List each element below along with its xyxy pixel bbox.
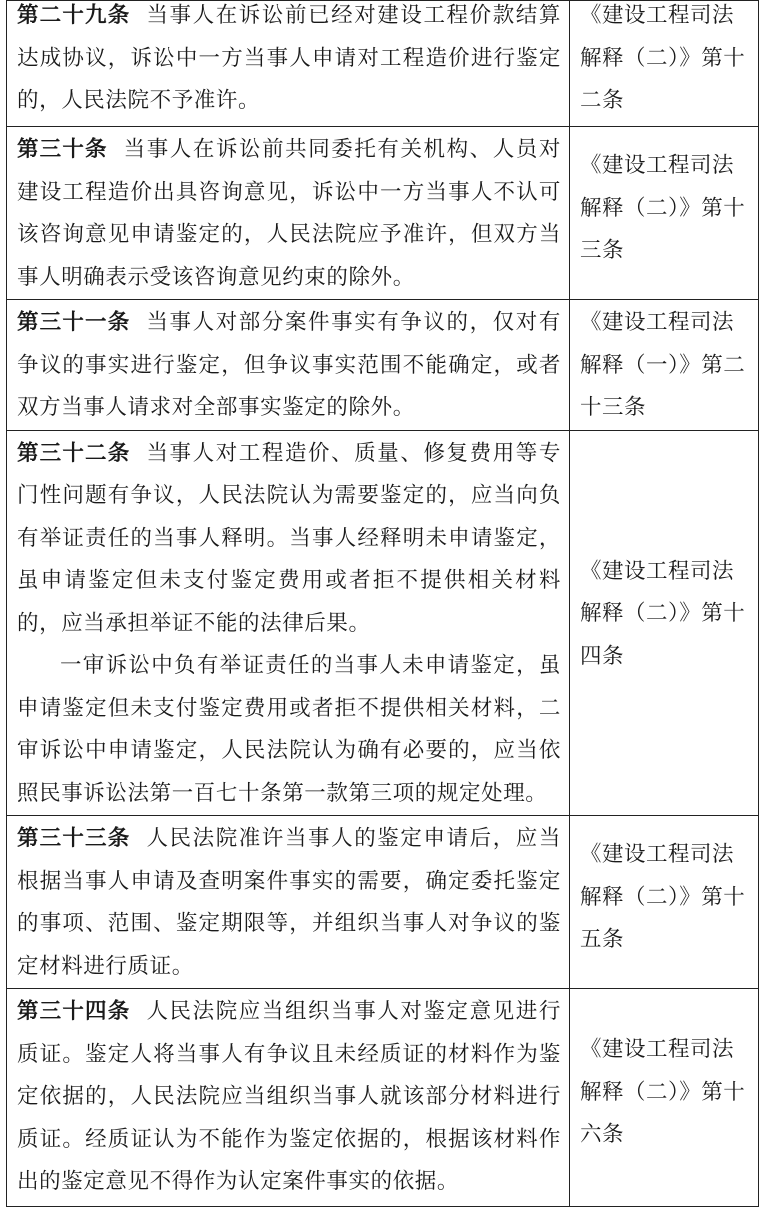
article-number: 第三十条 [17, 137, 108, 162]
source-reference: 《建设工程司法解释（二）》第十三条 [580, 153, 746, 263]
source-cell [570, 430, 759, 816]
source-cell [570, 989, 759, 1207]
table-row [7, 816, 759, 989]
table-row [7, 430, 759, 816]
law-comparison-table [6, 0, 759, 1207]
article-cell [7, 1, 570, 127]
article-text: 当事人在诉讼前已经对建设工程价款结算达成协议，诉讼中一方当事人申请对工程造价进行鉴定的，人民法院不予准许。 [17, 3, 561, 113]
article-cell [7, 816, 570, 989]
article-number: 第三十三条 [17, 826, 131, 851]
source-reference: 《建设工程司法解释（一）》第二十三条 [580, 310, 746, 420]
article-cell [7, 989, 570, 1207]
source-reference: 《建设工程司法解释（二）》第十五条 [580, 842, 746, 952]
article-cell [7, 300, 570, 431]
table-row [7, 1, 759, 127]
table-row [7, 127, 759, 300]
article-number: 第三十四条 [17, 999, 131, 1024]
source-cell [570, 816, 759, 989]
source-reference: 《建设工程司法解释（二）》第十四条 [580, 558, 746, 669]
source-cell [570, 300, 759, 431]
article-cell [7, 430, 570, 816]
article-text: 当事人在诉讼前共同委托有关机构、人员对建设工程造价出具咨询意见，诉讼中一方当事人不认可该咨询意见申请鉴定的，人民法院应予准许，但双方当事人明确表示受该咨询意见约束的除外。 [17, 137, 561, 290]
article-cell [7, 127, 570, 300]
article-text: 人民法院应当组织当事人对鉴定意见进行质证。鉴定人将当事人有争议且未经质证的材料作为鉴定依据的，人民法院应当组织当事人就该部分材料进行质证。经质证认为不能作为鉴定依据的，根据该材料作出的鉴定意见不得作为认定案件事实的依据。 [17, 999, 561, 1194]
article-number: 第三十一条 [17, 310, 131, 335]
article-number: 第二十九条 [17, 3, 131, 28]
source-cell [570, 1, 759, 127]
table-row [7, 300, 759, 431]
article-text: 当事人对部分案件事实有争议的，仅对有争议的事实进行鉴定，但争议事实范围不能确定，或者双方当事人请求对全部事实鉴定的除外。 [17, 310, 561, 420]
article-text: 人民法院准许当事人的鉴定申请后，应当根据当事人申请及查明案件事实的需要，确定委托鉴定的事项、范围、鉴定期限等，并组织当事人对争议的鉴定材料进行质证。 [17, 826, 561, 979]
article-paragraph: 一审诉讼中负有举证责任的当事人未申请鉴定，虽申请鉴定但未支付鉴定费用或者拒不提供相关材料，二审诉讼中申请鉴定，人民法院认为确有必要的，应当依照民事诉讼法第一百七十条第一款第三项的规定处理。 [17, 653, 561, 806]
source-reference: 《建设工程司法解释（二）》第十六条 [580, 1037, 746, 1147]
source-cell [570, 127, 759, 300]
table-row [7, 989, 759, 1207]
article-number: 第三十二条 [17, 440, 131, 466]
source-reference: 《建设工程司法解释（二）》第十二条 [580, 3, 746, 113]
article-text: 当事人对工程造价、质量、修复费用等专门性问题有争议，人民法院认为需要鉴定的，应当向负有举证责任的当事人释明。当事人经释明未申请鉴定，虽申请鉴定但未支付鉴定费用或者拒不提供相关材料的，应当承担举证不能的法律后果。 [17, 440, 561, 636]
